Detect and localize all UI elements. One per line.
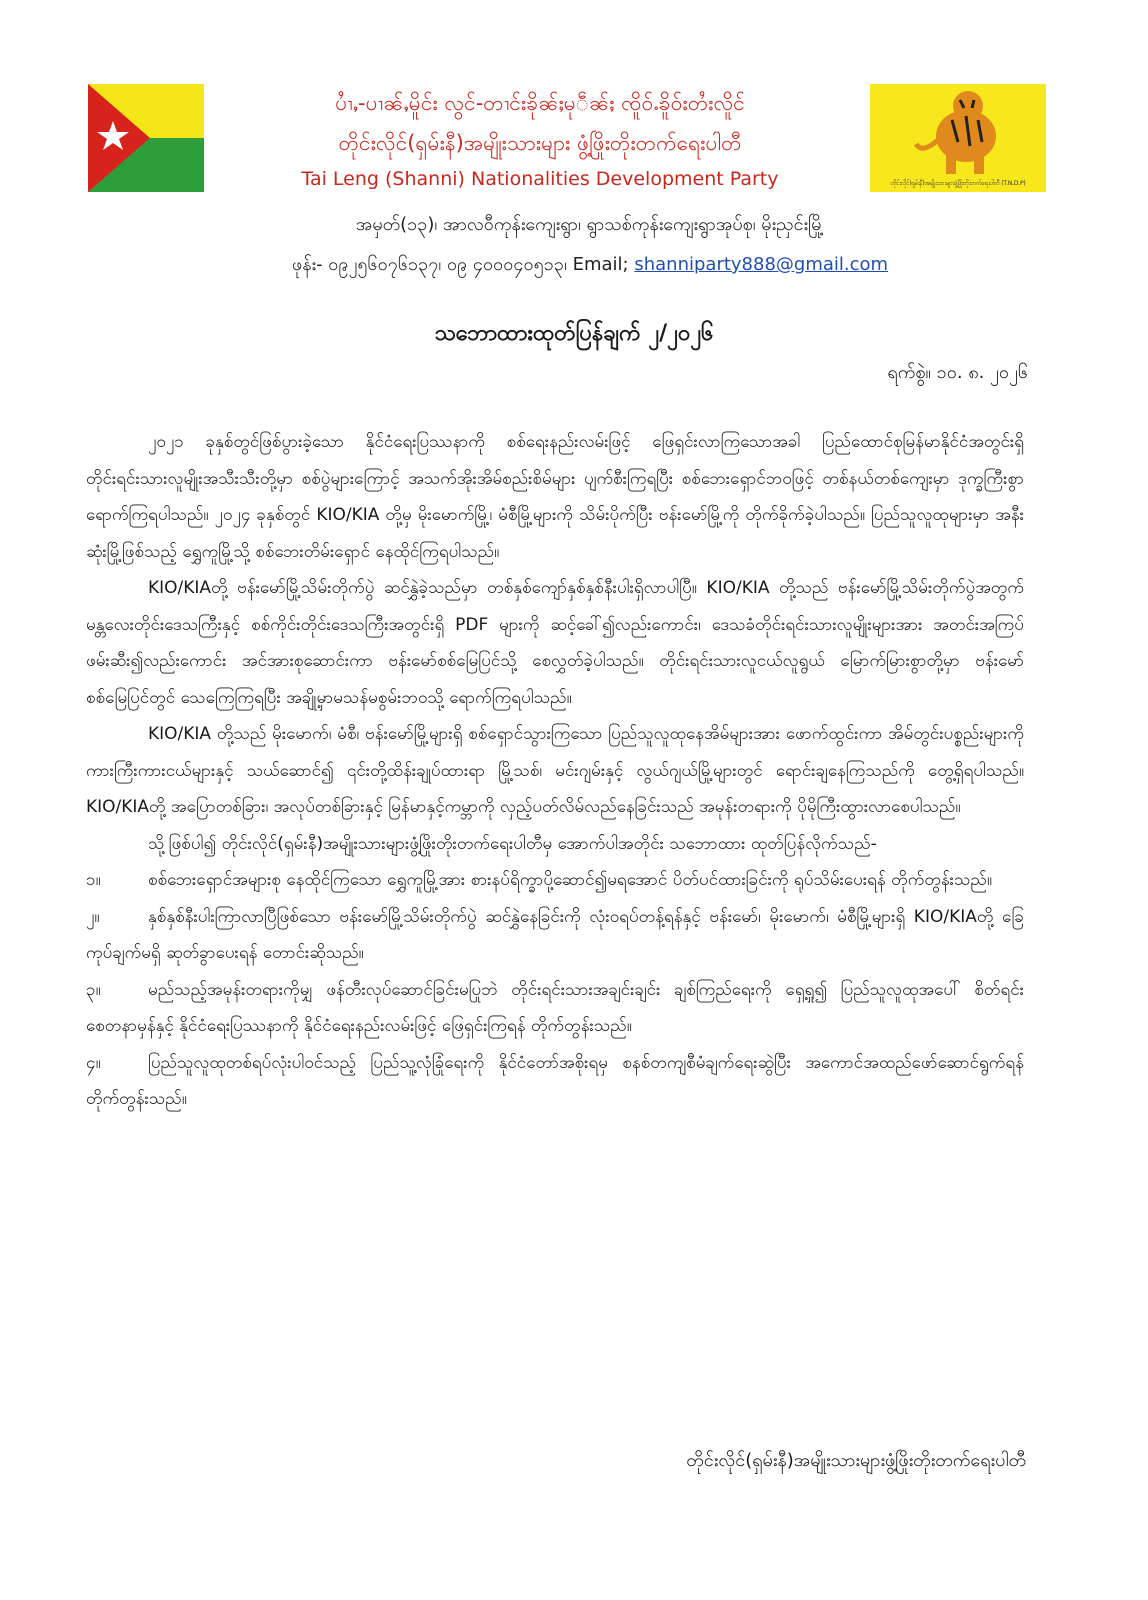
party-name-shan: ပၢႆႇ-ပၢၼ်ႇမိူင်း လွင်-တၢင်းၶိုၼ်ႈမုဵၼ်ႈ ၸိူဝ်ႉၶိူဝ်းတႆးလိူင် [335,91,745,115]
paragraph: သို့ဖြစ်ပါ၍ တိုင်းလိုင်(ရှမ်းနီ)အမျိုးသားများဖွံ့ဖြိုးတိုးတက်ရေးပါတီမှ အောက်ပါအတိုင်း သဘောထား ထုတ်ပြန်လိုက်သည်- [148,833,877,854]
party-flag-icon [88,84,204,192]
statement-title: သဘောထားထုတ်ပြန်ချက် ၂/၂၀၂၆ [434,321,714,346]
item-text: မည်သည့်အမုန်းတရားကိုမျှ ဖန်တီးလုပ်ဆောင်ခြင်းမပြုဘဲ တိုင်းရင်းသားအချင်းချင်း ချစ်ကြည်ရေးကို ရှေ့ရှု၍ ပြည်သူလူထုအပေါ် စိတ်ရင်းစေတနာမှန်နှင့် နိုင်ငံရေးပြဿနာကို နိုင်ငံရေးနည်းလမ်းဖြင့် ဖြေရှင်းကြရန် တိုက်တွန်းသည်။ [86,979,1024,1036]
tiger-emblem-icon [870,84,1046,180]
list-item [86,862,1024,899]
party-name-english: Tai Leng (Shanni) Nationalities Development Party [301,168,779,190]
item-number: ၂။ [86,906,100,927]
item-text: ပြည်သူလူထုတစ်ရပ်လုံးပါဝင်သည့် ပြည်သူ့လုံခြုံရေးကို နိုင်ငံတော်အစိုးရမှ စနစ်တကျစီမံချက်ရေးဆွဲပြီး အကောင်အထည်ဖော်ဆောင်ရွက်ရန် တိုက်တွန်းသည်။ [86,1052,1024,1109]
item-number: ၄။ [86,1052,101,1073]
item-number: ၁။ [86,870,101,890]
emblem-caption: တိုင်းလိုင်(ရှမ်းနီ)အမျိုးသားများဖွံ့ဖြိုးတိုးတက်ရေးပါတီ (T.N.D.P) [890,180,1026,187]
list-item [86,1045,1024,1118]
party-name-myanmar: တိုင်းလိုင်(ရှမ်းနီ)အမျိုးသားများ ဖွံ့ဖြိုးတိုးတက်ရေးပါတီ [338,131,742,155]
contact-line [160,252,1020,279]
list-item [86,972,1024,1045]
item-text: စစ်ဘေးရှောင်အများစု နေထိုင်ကြသော ရွှေကူမြို့အား စားနပ်ရိက္ခာပို့ဆောင်၍မရအောင် ပိတ်ပင်ထားခြင်းကို ရုပ်သိမ်းပေးရန် တိုက်တွန်းသည်။ [148,870,993,890]
item-text: နှစ်နှစ်နီးပါးကြာလာပြီဖြစ်သော ဗန်းမော်မြို့သိမ်းတိုက်ပွဲ ဆင်နွှဲနေခြင်းကို လုံးဝရပ်တန့်ရန်နှင့် ဗန်းမော်၊ မိုးမောက်၊ မံစီမြို့များရှိ KIO/KIAတို့ ခြေကုပ်ချက်မရှိ ဆုတ်ခွာပေးရန် တောင်းဆိုသည်။ [86,906,1024,963]
signature: တိုင်းလိုင်(ရှမ်းနီ)အမျိုးသားများဖွံ့ဖြိုးတိုးတက်ရေးပါတီ [686,1450,1026,1471]
party-emblem [870,84,1046,192]
list-item [86,899,1024,972]
email-link[interactable]: shanniparty888@gmail.com [634,254,889,275]
statement-body [86,424,1024,1118]
address: အမှတ်(၁၃)၊ အာလဝီကုန်းကျေးရွာ၊ ရွာသစ်ကုန်းကျေးရွာအုပ်စု၊ မိုးညှင်းမြို့ [355,214,825,235]
paragraph: KIO/KIA တို့သည် မိုးမောက်၊ မံစီ၊ ဗန်းမော်မြို့များရှိ စစ်ရှောင်သွားကြသော ပြည်သူလူထုနေအိမ်များအား ဖောက်ထွင်းကာ အိမ်တွင်းပစ္စည်းများကို ကားကြီးကားငယ်များနှင့် သယ်ဆောင်၍ ၎င်းတို့ထိန်းချုပ်ထားရာ မြို့သစ်၊ မင်းဂျမ်းနှင့် လွယ်ဂျယ်မြို့များတွင် ရောင်းချနေကြသည်ကို တွေ့ရှိရပါသည်။ KIO/KIAတို့ အပြောတစ်ခြား၊ အလုပ်တစ်ခြားနှင့် မြန်မာနှင့်ကမ္ဘာကို လှည့်ပတ်လိမ်လည်နေခြင်းသည် အမုန်းတရားကို ပိုမိုကြီးထွားလာစေပါသည်။ [86,724,1024,817]
phone-line: ဖုန်း- ၀၉၂၅၆၀၇၆၁၃၇၊ ၀၉ ၄၀၀၀၄၀၅၁၃၊ Email; [291,254,629,275]
item-number: ၃။ [86,979,101,1000]
paragraph: KIO/KIAတို့ ဗန်းမော်မြို့သိမ်းတိုက်ပွဲ ဆင်နွှဲခဲ့သည်မှာ တစ်နှစ်ကျော်နှစ်နှစ်နီးပါးရှိလာပါပြီ။ KIO/KIA တို့သည် ဗန်းမော်မြို့သိမ်းတိုက်ပွဲအတွက် မန္တလေးတိုင်းဒေသကြီးနှင့် စစ်ကိုင်းတိုင်းဒေသကြီးအတွင်းရှိ PDF များကို ဆင့်ခေါ်၍လည်းကောင်း၊ ဒေသခံတိုင်းရင်းသားလူမျိုးများအား အတင်းအကြပ်ဖမ်းဆီး၍လည်းကောင်း အင်အားစုဆောင်းကာ ဗန်းမော်စစ်မြေပြင်သို့ စေလွှတ်ခဲ့ပါသည်။ တိုင်းရင်းသားလူငယ်လူရွယ် မြောက်မြားစွာတို့မှာ ဗန်းမော်စစ်မြေပြင်တွင် သေကြေကြရပြီး အချို့မှာမသန်မစွမ်းဘဝသို့ ရောက်ကြရပါသည်။ [86,578,1024,708]
paragraph: ၂၀၂၁ ခုနှစ်တွင်ဖြစ်ပွားခဲ့သော နိုင်ငံရေးပြဿနာကို စစ်ရေးနည်းလမ်းဖြင့် ဖြေရှင်းလာကြသောအခါ ပြည်ထောင်စုမြန်မာနိုင်ငံအတွင်းရှိ တိုင်းရင်းသားလူမျိုးအသီးသီးတို့မှာ စစ်ပွဲများကြောင့် အသက်အိုးအိမ်စည်းစိမ်များ ပျက်စီးကြရပြီး စစ်ဘေးရှောင်ဘဝဖြင့် တစ်နယ်တစ်ကျေးမှာ ဒုက္ခကြီးစွာရောက်ကြရပါသည်။ ၂၀၂၄ ခုနှစ်တွင် KIO/KIA တို့မှ မိုးမောက်မြို့၊ မံစီမြို့များကို သိမ်းပိုက်ပြီး ဗန်းမော်မြို့ကို တိုက်ခိုက်ခဲ့ပါသည်။ ပြည်သူလူထုများမှာ အနီးဆုံးမြို့ဖြစ်သည့် ရွှေကူမြို့သို့ စစ်ဘေးတိမ်းရှောင် နေထိုင်ကြရပါသည်။ [86,432,1024,562]
statement-date: ရက်စွဲ။ ၁၀. ၈. ၂၀၂၆ [887,362,1028,383]
